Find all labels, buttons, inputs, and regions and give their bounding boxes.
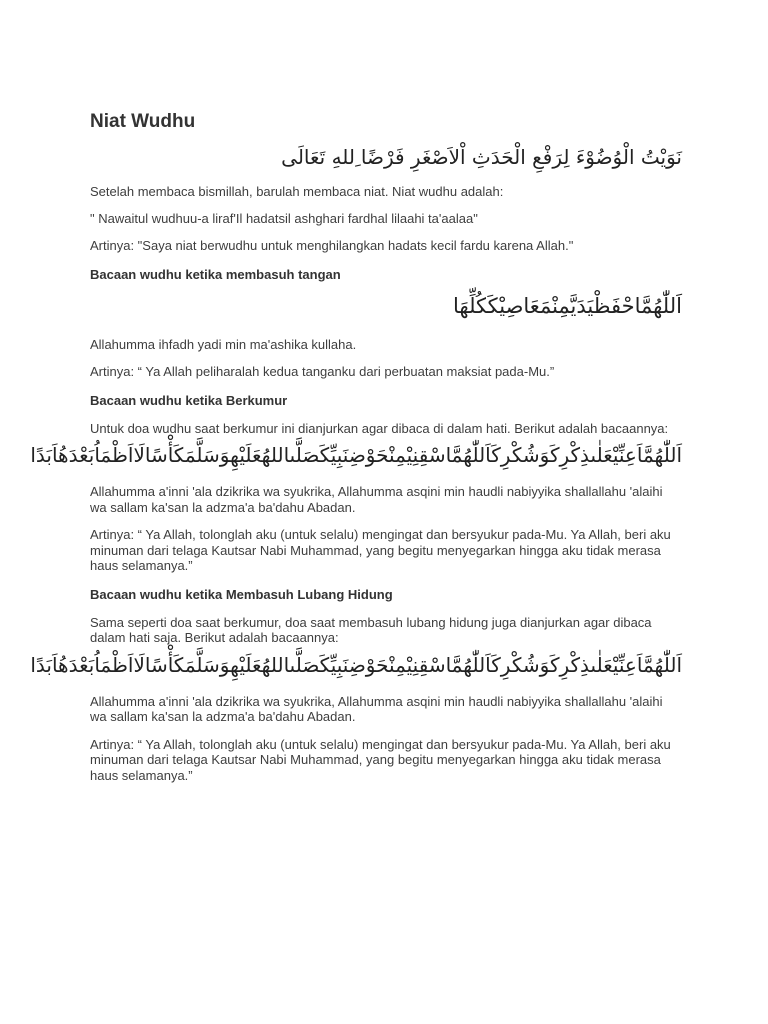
- section-heading-hands: Bacaan wudhu ketika membasuh tangan: [90, 266, 341, 282]
- section-heading-nose: Bacaan wudhu ketika Membasuh Lubang Hidung: [90, 586, 393, 602]
- niat-latin-paragraph: " Nawaitul wudhuu-a liraf'Il hadatsil ashghari fardhal lilaahi ta'aalaa": [90, 210, 478, 226]
- prayer-meaning-nose: Artinya: “ Ya Allah, tolonglah aku (untuk selalu) mengingat dan bersyukur pada-Mu. Ya Allah, beri aku minuman dari telaga Kautsar Nabi Muhammad, yang begitu menyegarkan hingga aku tidak merasa haus selamanya.”: [90, 736, 671, 783]
- section-gargling: [30, 392, 682, 574]
- section-hands: [90, 267, 682, 380]
- section-intro-nose: Sama seperti doa saat berkumur, doa saat membasuh lubang hidung juga dianjurkan agar dibaca dalam hati saja. Berikut adalah bacaannya:: [90, 614, 652, 645]
- page-title: Niat Wudhu: [90, 111, 196, 132]
- prayer-meaning-hands: Artinya: “ Ya Allah peliharalah kedua tanganku dari perbuatan maksiat pada-Mu.”: [90, 364, 555, 379]
- prayer-arabic-hands: اَللّٰهُمَّاحْفَظْيَدَيَّمِنْمَعَاصِيْكَكُلِّهَا: [453, 293, 682, 318]
- niat-arabic-text: نَوَيْتُ الْوُضُوْءَ لِرَفْعِ الْحَدَثِ اْلاَصْغَرِ فَرْضًا ِللهِ تَعَالَى: [281, 145, 682, 169]
- section-nose: [30, 586, 682, 784]
- intro-paragraph: Setelah membaca bismillah, barulah membaca niat. Niat wudhu adalah:: [90, 184, 504, 199]
- prayer-meaning-gargling: Artinya: “ Ya Allah, tolonglah aku (untuk selalu) mengingat dan bersyukur pada-Mu. Ya Allah, beri aku minuman dari telaga Kautsar Nabi Muhammad, yang begitu menyegarkan hingga aku tidak merasa haus selamanya.”: [90, 527, 671, 573]
- prayer-arabic-nose: اَللّٰهُمَّاَعِنِّيْعَلٰىذِكْرِكَوَشُكْرِكَاَللّٰهُمَّاسْقِنِيْمِنْحَوْضِنَبِيِّكَصَلَّىاللهُعَلَيْهِوَسَلَّمَكَأْسًالَااَظْمَاُبَعْدَهُاَبَدًا: [30, 652, 682, 677]
- document-page: [30, 110, 682, 783]
- niat-meaning-paragraph: Artinya: "Saya niat berwudhu untuk menghilangkan hadats kecil fardu karena Allah.": [90, 238, 574, 253]
- prayer-latin-gargling: Allahumma a'inni 'ala dzikrika wa syukrika, Allahumma asqini min haudli nabiyyika shallallahu 'alaihi wa sallam ka'san la adzma'a ba'dahu Abadan.: [90, 484, 663, 515]
- prayer-arabic-gargling: اَللّٰهُمَّاَعِنِّيْعَلٰىذِكْرِكَوَشُكْرِكَاَللّٰهُمَّاسْقِنِيْمِنْحَوْضِنَبِيِّكَصَلَّىاللهُعَلَيْهِوَسَلَّمَكَأْسًالَااَظْمَاُبَعْدَهُاَبَدًا: [30, 443, 682, 467]
- section-heading-gargling: Bacaan wudhu ketika Berkumur: [90, 392, 288, 408]
- prayer-latin-nose: Allahumma a'inni 'ala dzikrika wa syukrika, Allahumma asqini min haudli nabiyyika shallallahu 'alaihi wa sallam ka'san la adzma'a ba'dahu Abadan.: [90, 693, 663, 724]
- section-intro-gargling: Untuk doa wudhu saat berkumur ini dianjurkan agar dibaca di dalam hati. Berikut adalah bacaannya:: [90, 420, 669, 436]
- prayer-latin-hands: Allahumma ihfadh yadi min ma'ashika kullaha.: [90, 336, 357, 352]
